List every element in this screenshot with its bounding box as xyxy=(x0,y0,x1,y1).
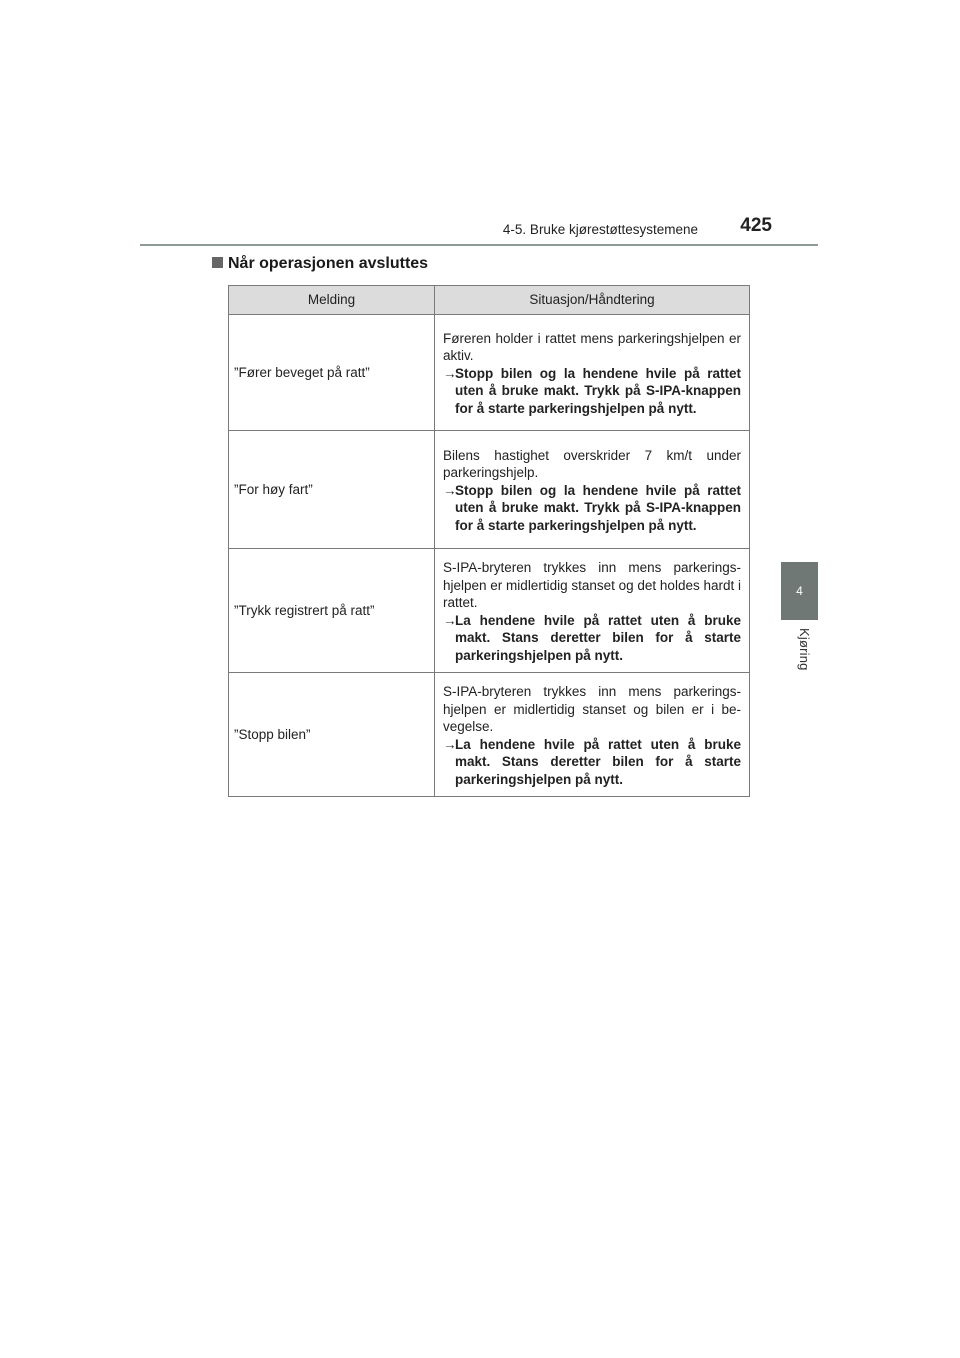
action-item xyxy=(443,365,741,418)
table-row xyxy=(229,549,750,673)
message-cell: ”Fører beveget på ratt” xyxy=(229,315,435,431)
situation-text: S-IPA-bryteren trykkes inn mens parkeringshjelpen er midlertidig stanset og bilen er i bevegelse. xyxy=(443,684,741,734)
situation-cell xyxy=(435,431,750,549)
action-item xyxy=(443,736,741,789)
section-heading xyxy=(212,255,428,273)
action-item xyxy=(443,482,741,535)
chapter-label: Kjøring xyxy=(797,628,812,671)
page-number: 425 xyxy=(740,215,772,236)
square-bullet-icon xyxy=(212,257,223,268)
chapter-tab: 4 xyxy=(781,562,818,620)
table-row xyxy=(229,431,750,549)
table-header-row xyxy=(229,286,750,315)
action-text: Stopp bilen og la hendene hvile på rattet uten å bruke makt. Trykk på S-IPA-knappen for å starte parkeringshjelpen på nytt. xyxy=(455,365,741,416)
message-table xyxy=(228,285,750,797)
situation-text: Bilens hastighet overskrider 7 km/t under parkeringshjelp. xyxy=(443,447,741,481)
section-title: 4-5. Bruke kjørestøttesystemene xyxy=(502,222,698,237)
header-divider xyxy=(140,244,818,246)
situation-cell xyxy=(435,315,750,431)
situation-cell xyxy=(435,673,750,797)
arrow-right-icon: → xyxy=(443,612,457,628)
column-header-message: Melding xyxy=(229,286,435,315)
situation-cell xyxy=(435,549,750,673)
table-row xyxy=(229,315,750,431)
message-cell: ”Trykk registrert på ratt” xyxy=(229,549,435,673)
message-cell: ”Stopp bilen” xyxy=(229,673,435,797)
column-header-situation: Situasjon/Håndtering xyxy=(435,286,750,315)
action-text: Stopp bilen og la hendene hvile på rattet uten å bruke makt. Trykk på S-IPA-knappen for å starte parkeringshjelpen på nytt. xyxy=(455,482,741,533)
arrow-right-icon: → xyxy=(443,365,457,381)
message-cell: ”For høy fart” xyxy=(229,431,435,549)
table-row xyxy=(229,673,750,797)
action-text: La hendene hvile på rattet uten å bruke makt. Stans deretter bilen for å starte parkeringshjelpen på nytt. xyxy=(455,736,741,787)
section-heading-text: Når operasjonen avsluttes xyxy=(228,255,429,272)
action-item xyxy=(443,612,741,665)
situation-text: S-IPA-bryteren trykkes inn mens parkeringshjelpen er midlertidig stanset og det holdes hardt i rattet. xyxy=(443,560,741,610)
arrow-right-icon: → xyxy=(443,482,457,498)
page-header xyxy=(140,215,818,245)
situation-text: Føreren holder i rattet mens parkeringshjelpen er aktiv. xyxy=(443,330,741,364)
action-text: La hendene hvile på rattet uten å bruke makt. Stans deretter bilen for å starte parkeringshjelpen på nytt. xyxy=(455,612,741,663)
arrow-right-icon: → xyxy=(443,736,457,752)
